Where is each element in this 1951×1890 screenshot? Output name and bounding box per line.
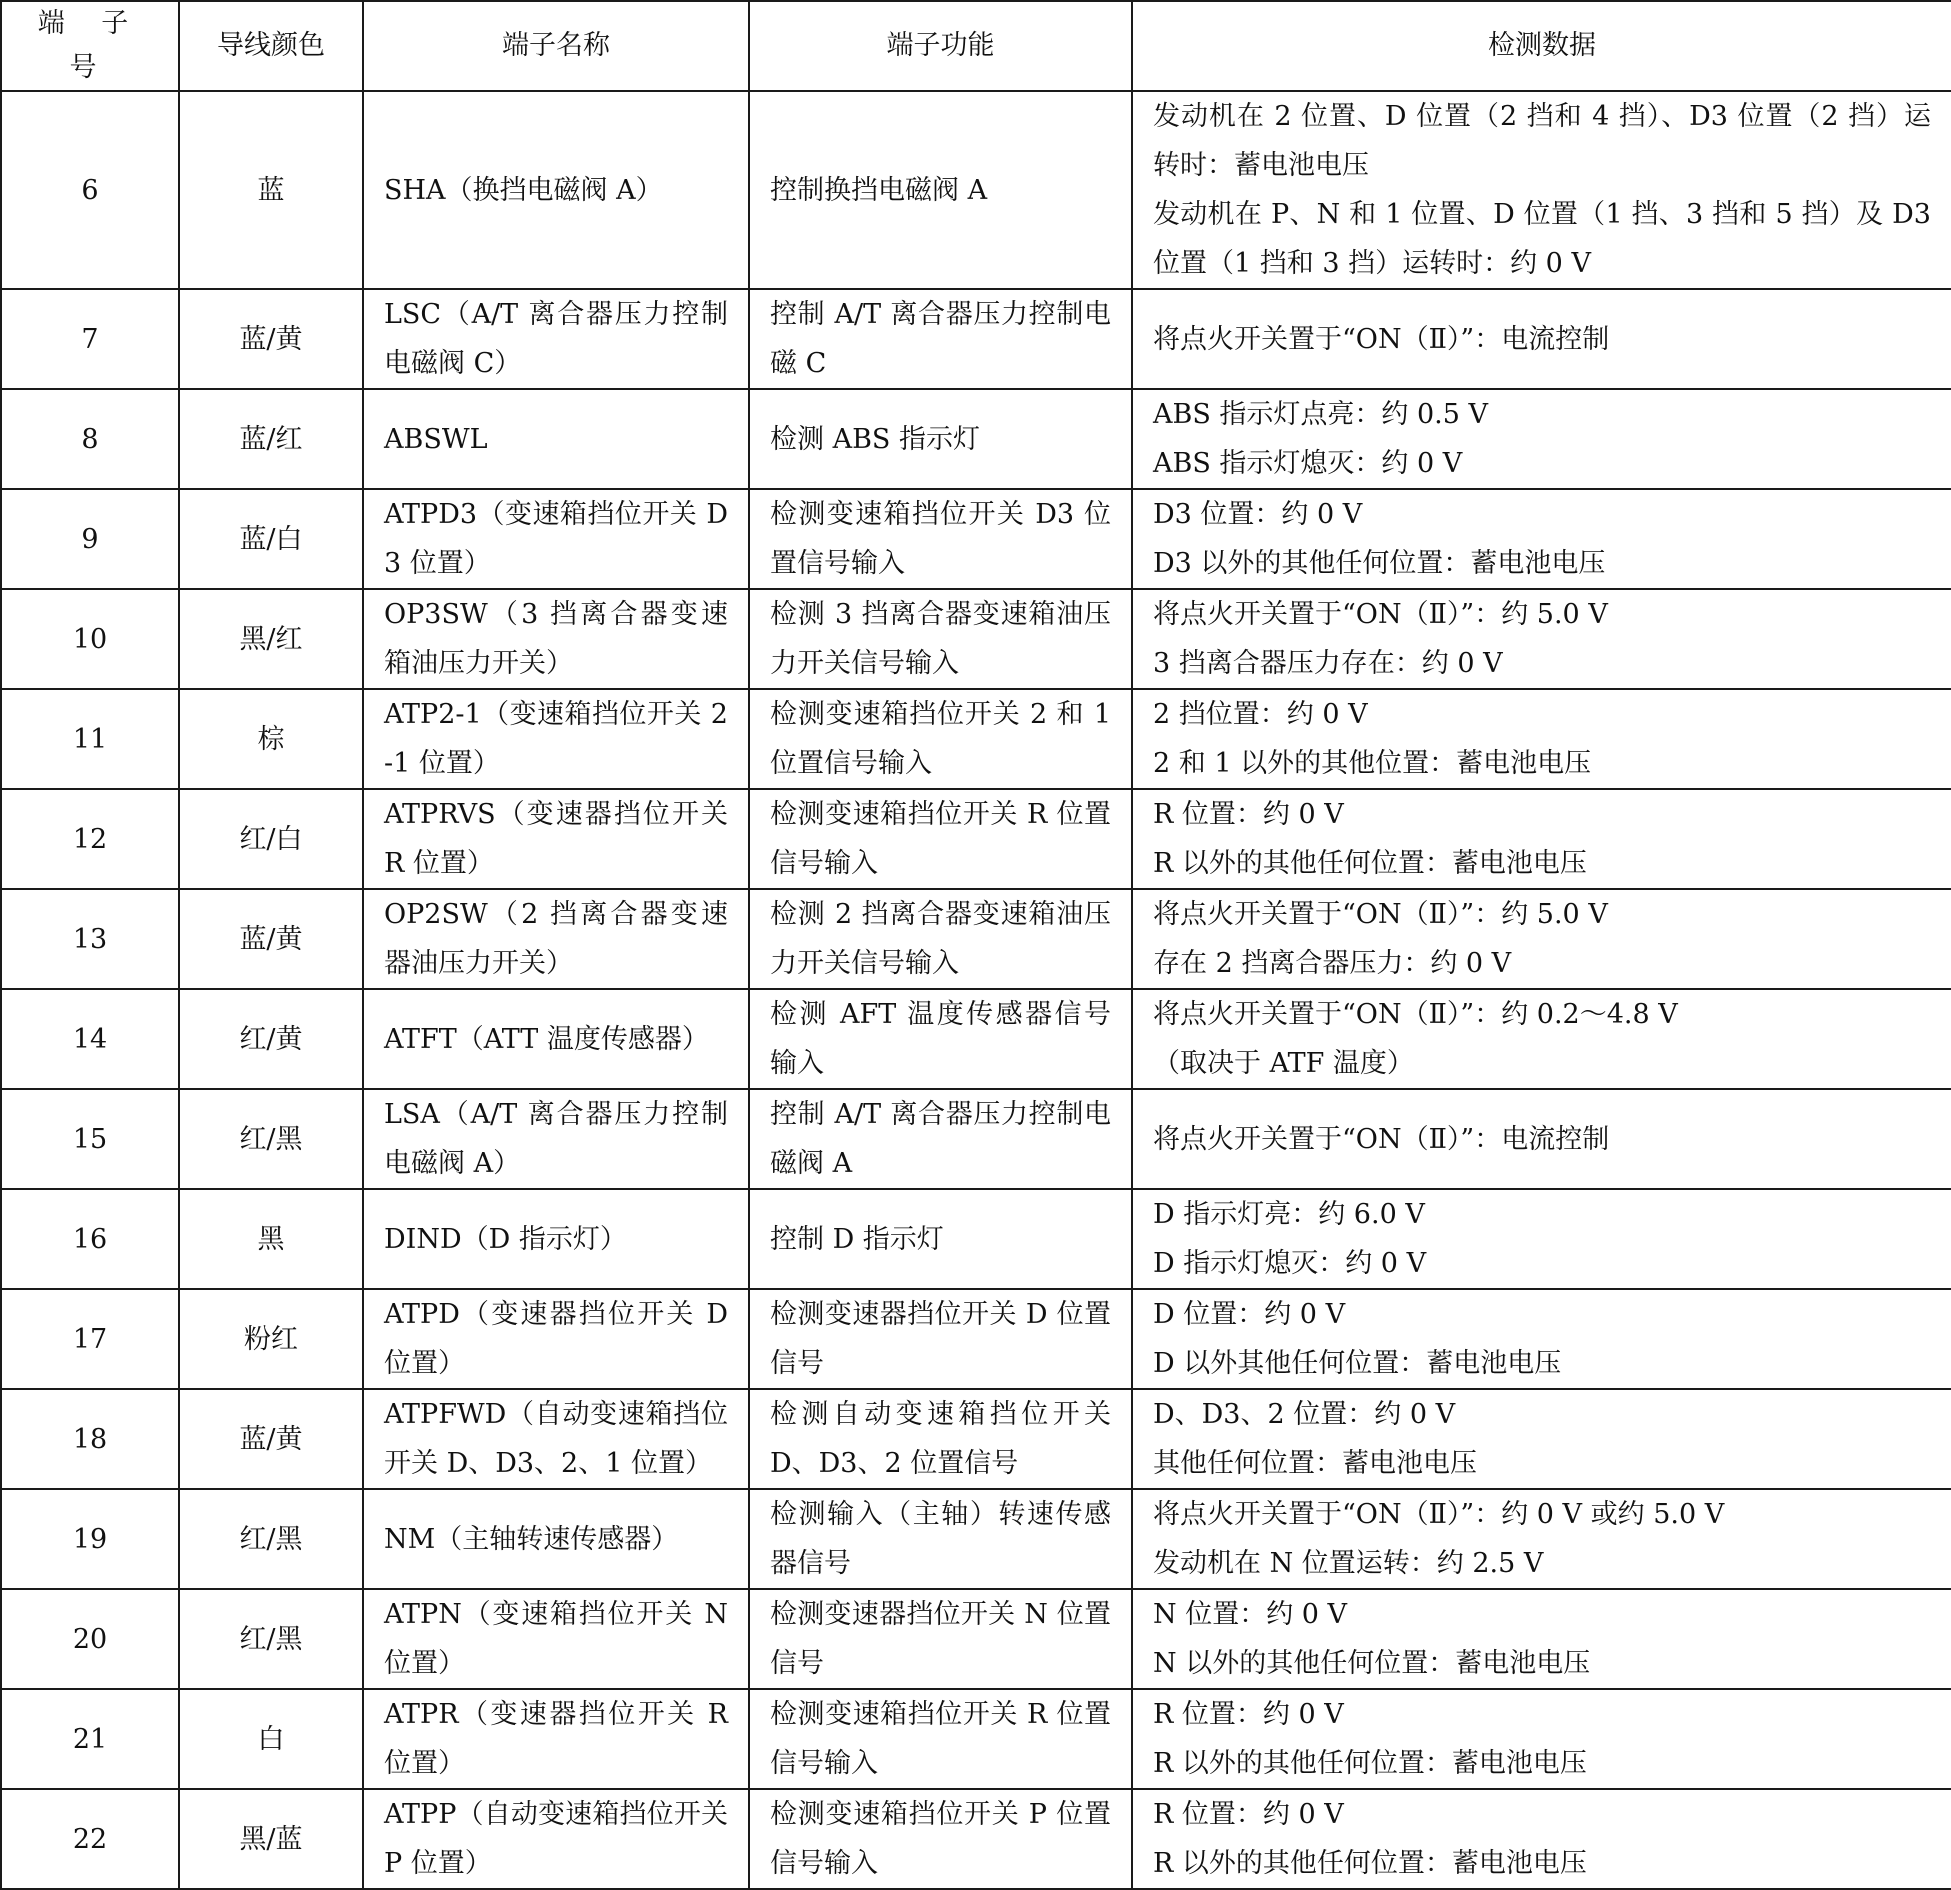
cell-test-data [1132,1389,1951,1489]
cell-wire-color: 红/黄 [179,989,363,1089]
header-terminal-name: 端子名称 [363,1,749,91]
table-row [1,1289,1951,1389]
cell-test-data [1132,1789,1951,1889]
test-data-line: ABS 指示灯点亮：约 0.5 V [1153,399,1489,430]
test-data-line: D 指示灯亮：约 6.0 V [1153,1199,1425,1230]
cell-wire-color: 白 [179,1689,363,1789]
cell-terminal-name: ABSWL [363,389,749,489]
test-data-line: R 位置：约 0 V [1153,799,1344,830]
cell-terminal-function: 检测输入（主轴）转速传感器信号 [749,1489,1132,1589]
cell-terminal-function: 检测 AFT 温度传感器信号输入 [749,989,1132,1089]
cell-test-data [1132,1489,1951,1589]
cell-terminal-name: ATPFWD（自动变速箱挡位开关 D、D3、2、1 位置） [363,1389,749,1489]
test-data-line: D 指示灯熄灭：约 0 V [1153,1248,1427,1279]
test-data-line: R 以外的其他任何位置：蓄电池电压 [1153,1748,1587,1779]
test-data-line: 发动机在 P、N 和 1 位置、D 位置（1 挡、3 挡和 5 挡）及 D3 位置（1 挡和 3 挡）运转时：约 0 V [1153,199,1931,279]
test-data-line: R 位置：约 0 V [1153,1699,1344,1730]
cell-terminal-number: 10 [1,589,179,689]
table-row [1,1489,1951,1589]
cell-terminal-function: 检测变速器挡位开关 D 位置信号 [749,1289,1132,1389]
cell-terminal-function: 检测变速箱挡位开关 P 位置信号输入 [749,1789,1132,1889]
table-row [1,1689,1951,1789]
cell-test-data [1132,389,1951,489]
cell-wire-color: 黑/蓝 [179,1789,363,1889]
cell-terminal-name: LSA（A/T 离合器压力控制电磁阀 A） [363,1089,749,1189]
cell-terminal-function: 检测变速箱挡位开关 R 位置信号输入 [749,789,1132,889]
table-row [1,1189,1951,1289]
table-row [1,889,1951,989]
cell-test-data [1132,1689,1951,1789]
test-data-line: 3 挡离合器压力存在：约 0 V [1153,648,1503,679]
cell-terminal-name: ATPD（变速器挡位开关 D 位置） [363,1289,749,1389]
cell-test-data [1132,889,1951,989]
table-row [1,91,1951,289]
cell-terminal-function: 控制 A/T 离合器压力控制电磁阀 A [749,1089,1132,1189]
cell-terminal-name: DIND（D 指示灯） [363,1189,749,1289]
cell-terminal-function: 检测 3 挡离合器变速箱油压力开关信号输入 [749,589,1132,689]
cell-test-data [1132,689,1951,789]
cell-test-data [1132,91,1951,289]
cell-wire-color: 红/白 [179,789,363,889]
cell-terminal-number: 16 [1,1189,179,1289]
test-data-line: 存在 2 挡离合器压力：约 0 V [1153,948,1512,979]
cell-terminal-function: 检测自动变速箱挡位开关 D、D3、2 位置信号 [749,1389,1132,1489]
header-row [1,1,1951,91]
header-test-data: 检测数据 [1132,1,1951,91]
cell-terminal-name: ATPD3（变速箱挡位开关 D3 位置） [363,489,749,589]
table-row [1,589,1951,689]
table-header [1,1,1951,91]
cell-terminal-function: 控制 D 指示灯 [749,1189,1132,1289]
cell-terminal-number: 14 [1,989,179,1089]
cell-wire-color: 蓝/白 [179,489,363,589]
cell-wire-color: 黑 [179,1189,363,1289]
cell-wire-color: 蓝/红 [179,389,363,489]
table-row [1,1589,1951,1689]
cell-terminal-name: ATFT（ATT 温度传感器） [363,989,749,1089]
test-data-line: D、D3、2 位置：约 0 V [1153,1399,1456,1430]
cell-test-data [1132,989,1951,1089]
cell-terminal-function: 检测变速箱挡位开关 R 位置信号输入 [749,1689,1132,1789]
cell-terminal-number: 13 [1,889,179,989]
cell-test-data [1132,1089,1951,1189]
cell-test-data [1132,1189,1951,1289]
test-data-line: ABS 指示灯熄灭：约 0 V [1153,448,1463,479]
cell-test-data [1132,489,1951,589]
test-data-line: D 位置：约 0 V [1153,1299,1346,1330]
header-terminal-function: 端子功能 [749,1,1132,91]
table-row [1,1389,1951,1489]
cell-terminal-name: ATPRVS（变速器挡位开关 R 位置） [363,789,749,889]
cell-test-data [1132,1589,1951,1689]
table-body [1,91,1951,1889]
cell-test-data [1132,289,1951,389]
cell-terminal-function: 检测变速箱挡位开关 D3 位置信号输入 [749,489,1132,589]
table-row [1,1789,1951,1889]
table-row [1,389,1951,489]
test-data-line: （取决于 ATF 温度） [1153,1048,1414,1079]
test-data-line: N 以外的其他任何位置：蓄电池电压 [1153,1648,1591,1679]
test-data-line: 2 和 1 以外的其他位置：蓄电池电压 [1153,748,1592,779]
cell-terminal-number: 12 [1,789,179,889]
cell-terminal-number: 6 [1,91,179,289]
test-data-line: 将点火开关置于“ON（Ⅱ）”：约 0 V 或约 5.0 V [1153,1499,1725,1530]
cell-terminal-function: 检测变速器挡位开关 N 位置信号 [749,1589,1132,1689]
cell-wire-color: 蓝/黄 [179,889,363,989]
table-row [1,289,1951,389]
cell-terminal-number: 8 [1,389,179,489]
test-data-line: R 位置：约 0 V [1153,1799,1344,1830]
cell-wire-color: 蓝/黄 [179,1389,363,1489]
table-row [1,489,1951,589]
cell-terminal-function: 检测 2 挡离合器变速箱油压力开关信号输入 [749,889,1132,989]
test-data-line: 将点火开关置于“ON（Ⅱ）”：电流控制 [1153,1123,1610,1155]
test-data-line: 将点火开关置于“ON（Ⅱ）”：约 0.2～4.8 V [1153,999,1678,1030]
test-data-line: 发动机在 2 位置、D 位置（2 挡和 4 挡）、D3 位置（2 挡）运转时：蓄电池电压 [1153,101,1931,181]
cell-terminal-name: ATP2-1（变速箱挡位开关 2-1 位置） [363,689,749,789]
cell-terminal-number: 22 [1,1789,179,1889]
cell-terminal-name: OP3SW（3 挡离合器变速箱油压力开关） [363,589,749,689]
test-data-line: 将点火开关置于“ON（Ⅱ）”：约 5.0 V [1153,899,1608,930]
header-wire-color: 导线颜色 [179,1,363,91]
cell-terminal-function: 控制换挡电磁阀 A [749,91,1132,289]
cell-terminal-name: ATPP（自动变速箱挡位开关 P 位置） [363,1789,749,1889]
cell-terminal-number: 21 [1,1689,179,1789]
test-data-line: D3 位置：约 0 V [1153,499,1363,530]
cell-terminal-number: 11 [1,689,179,789]
test-data-line: D3 以外的其他任何位置：蓄电池电压 [1153,548,1606,579]
cell-wire-color: 蓝 [179,91,363,289]
cell-terminal-name: NM（主轴转速传感器） [363,1489,749,1589]
cell-terminal-function: 检测 ABS 指示灯 [749,389,1132,489]
table-row [1,989,1951,1089]
cell-terminal-name: SHA（换挡电磁阀 A） [363,91,749,289]
test-data-line: 将点火开关置于“ON（Ⅱ）”：电流控制 [1153,323,1610,355]
test-data-line: R 以外的其他任何位置：蓄电池电压 [1153,1848,1587,1879]
cell-terminal-number: 18 [1,1389,179,1489]
cell-terminal-name: ATPR（变速器挡位开关 R 位置） [363,1689,749,1789]
header-terminal: 端 子 号 [1,1,179,91]
table-row [1,1089,1951,1189]
cell-terminal-number: 17 [1,1289,179,1389]
cell-test-data [1132,589,1951,689]
cell-terminal-name: ATPN（变速箱挡位开关 N 位置） [363,1589,749,1689]
cell-wire-color: 黑/红 [179,589,363,689]
table-row [1,689,1951,789]
cell-terminal-function: 检测变速箱挡位开关 2 和 1 位置信号输入 [749,689,1132,789]
test-data-line: 其他任何位置：蓄电池电压 [1153,1448,1477,1479]
cell-test-data [1132,1289,1951,1389]
cell-wire-color: 棕 [179,689,363,789]
cell-terminal-name: OP2SW（2 挡离合器变速器油压力开关） [363,889,749,989]
cell-wire-color: 粉红 [179,1289,363,1389]
test-data-line: 发动机在 N 位置运转：约 2.5 V [1153,1548,1544,1579]
test-data-line: 将点火开关置于“ON（Ⅱ）”：约 5.0 V [1153,599,1608,630]
cell-terminal-name: LSC（A/T 离合器压力控制电磁阀 C） [363,289,749,389]
cell-terminal-number: 7 [1,289,179,389]
test-data-line: N 位置：约 0 V [1153,1599,1348,1630]
cell-wire-color: 红/黑 [179,1489,363,1589]
test-data-line: 2 挡位置：约 0 V [1153,699,1368,730]
cell-wire-color: 红/黑 [179,1589,363,1689]
test-data-line: D 以外其他任何位置：蓄电池电压 [1153,1348,1562,1379]
cell-terminal-number: 20 [1,1589,179,1689]
cell-wire-color: 蓝/黄 [179,289,363,389]
cell-terminal-number: 15 [1,1089,179,1189]
cell-test-data [1132,789,1951,889]
cell-wire-color: 红/黑 [179,1089,363,1189]
cell-terminal-number: 19 [1,1489,179,1589]
cell-terminal-number: 9 [1,489,179,589]
test-data-line: R 以外的其他任何位置：蓄电池电压 [1153,848,1587,879]
cell-terminal-function: 控制 A/T 离合器压力控制电磁 C [749,289,1132,389]
table-row [1,789,1951,889]
